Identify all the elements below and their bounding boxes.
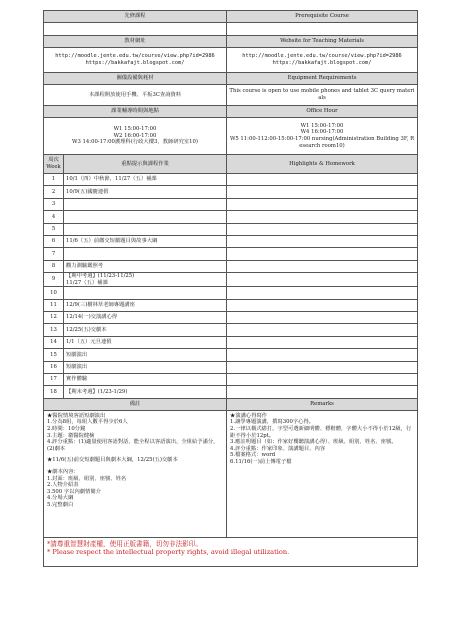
schedule-row	[44, 198, 418, 210]
lecture-reflection	[230, 413, 414, 466]
prerequisite-row	[44, 11, 418, 23]
highlights-header: Highlights & Homework	[227, 155, 418, 174]
remarks-content-row	[44, 410, 418, 537]
schedule-row	[44, 349, 418, 361]
remarks-right	[227, 410, 418, 537]
office-hour-line: W2 16:00-17:00	[113, 132, 157, 139]
week-number: 11	[44, 299, 64, 311]
week-highlight	[227, 312, 418, 324]
schedule-row	[44, 287, 418, 299]
website-label-row	[44, 36, 418, 48]
week-topic: 10/1（四）中秋節，11/27（五）補課	[64, 174, 227, 186]
week-number: 15	[44, 349, 64, 361]
prerequisite-label-zh: 先修課程	[44, 11, 227, 23]
drama-deadline	[47, 457, 223, 464]
blog-link-en[interactable]: https://bakkafajt.blogspot.com/	[272, 60, 372, 66]
syllabus-sheet	[43, 10, 417, 567]
schedule-row	[44, 260, 418, 272]
week-number: 8	[44, 260, 64, 272]
week-topic: 短劇演出	[64, 361, 227, 373]
week-number: 4	[44, 211, 64, 223]
prerequisite-value-zh	[44, 23, 227, 36]
week-number: 3	[44, 198, 64, 210]
website-links-en	[227, 48, 418, 73]
remark-line: 2.時間：10分鐘	[47, 426, 86, 433]
week-number: 12	[44, 312, 64, 324]
blog-link[interactable]: https://bakkafajt.blogspot.com/	[85, 60, 185, 66]
office-hour-label-zh: 課業輔導時間與地點	[44, 106, 227, 118]
week-header-en: Week	[46, 164, 61, 170]
remark-line: 3.應註明題目（如：作家好樓聽演講心得）、班級、組別、姓名、座號。	[230, 439, 397, 446]
week-highlight	[227, 374, 418, 386]
week-number: 13	[44, 324, 64, 336]
copyright-notice-zh: *請尊重智慧財產權，使用正版書籍，切勿非法影印。	[47, 539, 202, 548]
week-number: 14	[44, 336, 64, 348]
schedule-row	[44, 299, 418, 311]
remark-line: ★劇本內容：	[47, 468, 79, 475]
week-highlight	[227, 248, 418, 260]
week-topic	[64, 287, 227, 299]
week-header	[44, 155, 64, 174]
week-highlight	[227, 211, 418, 223]
remarks-label-row	[44, 398, 418, 410]
week-highlight	[227, 223, 418, 235]
drama-instructions	[47, 413, 223, 453]
week-number: 16	[44, 361, 64, 373]
equipment-label-row	[44, 73, 418, 85]
week-topic: 12/9(三)樹林草老師專題講座	[64, 299, 227, 311]
prerequisite-value-en	[227, 23, 418, 36]
week-number: 9	[44, 273, 64, 287]
remark-line: 1.分為8組，每組人數平得少於6人	[47, 419, 128, 426]
equipment-value-row	[44, 85, 418, 106]
website-links-zh	[44, 48, 227, 73]
script-contents	[47, 469, 223, 509]
moodle-link[interactable]: http://moodle.jente.edu.tw/course/view.php?id=2986	[55, 53, 215, 60]
office-hour-value-en	[227, 118, 418, 155]
week-highlight	[227, 361, 418, 373]
schedule-row	[44, 336, 418, 348]
schedule-row	[44, 312, 418, 324]
topic-header: 重點提示與課程作業	[64, 155, 227, 174]
week-topic: 【期末考週】(1/23-1/29)	[64, 386, 227, 398]
remarks-label-en: Remarks	[227, 398, 418, 410]
remark-line: 6.11/16(一)前上傳電子檔	[230, 458, 292, 465]
week-topic	[64, 198, 227, 210]
week-highlight	[227, 349, 418, 361]
equipment-label-zh: 圖儀設備與耗材	[44, 73, 227, 85]
copyright-notice-en: * Please respect the intellectual property rights, avoid illegal utilization.	[47, 547, 290, 556]
week-topic	[64, 223, 227, 235]
remark-line: 4.評分重點：(1)適量使用客語對話，能全程以客語演出，全組給予滿分，(2)劇本	[47, 439, 219, 452]
remark-line: 3.500 字以內劇情簡介	[47, 488, 101, 495]
schedule-row	[44, 273, 418, 287]
website-label-en: Website for Teaching Materials	[227, 36, 418, 48]
schedule-row	[44, 324, 418, 336]
remark-line: 2.一律以橫式繕打，字型可選新細明體、標楷體，字體大小不得小於12級，行距不得小於12pt。	[230, 426, 412, 439]
remark-line: 3.主題：衛醫院健檢	[47, 432, 95, 439]
schedule-row	[44, 386, 418, 398]
week-number: 1	[44, 174, 64, 186]
week-topic: 實作體驗	[64, 374, 227, 386]
office-hour-line: W3 14:00-17:00護理科(行政大樓3，教師研究室10)	[72, 139, 198, 146]
remark-line: 4.分場大綱	[47, 495, 74, 502]
week-topic: 12/25(五)交劇本	[64, 324, 227, 336]
week-topic: 觀力測驗鑑照考	[64, 260, 227, 272]
week-number: 18	[44, 386, 64, 398]
remark-line: ★演講心得寫作	[230, 412, 268, 419]
week-highlight	[227, 260, 418, 272]
week-highlight	[227, 336, 418, 348]
copyright-notice	[44, 537, 418, 566]
week-number: 7	[44, 248, 64, 260]
week-highlight	[227, 299, 418, 311]
week-number: 2	[44, 186, 64, 198]
website-value-row	[44, 48, 418, 73]
website-label-zh: 教材網址	[44, 36, 227, 48]
remark-line: 1.封面：班級、組別、座號、姓名	[47, 475, 127, 482]
office-hour-value-zh	[44, 118, 227, 155]
remark-line: 4.評分重點：作家印象、演講題目、內容	[230, 445, 326, 452]
week-highlight	[227, 174, 418, 186]
office-hour-line: W1 15:00-17:00	[113, 126, 157, 133]
schedule-row	[44, 361, 418, 373]
remark-line: 1.讓學專題演講，撰寫300字心得。	[230, 419, 315, 426]
week-topic: 12/14(一)交演講心得	[64, 312, 227, 324]
equipment-value-zh: 本課程開放使用手機、平板3C查詢資料	[44, 85, 227, 106]
remark-line: ★11/6(五)前交短劇題目與劇本大綱，12/25(五)交劇本	[47, 457, 178, 464]
remark-line: 2.人物介紹表	[47, 482, 79, 489]
schedule-row	[44, 223, 418, 235]
prerequisite-label-en: Prerequisite Course	[227, 11, 418, 23]
week-highlight	[227, 273, 418, 287]
week-highlight	[227, 386, 418, 398]
schedule-body	[44, 174, 418, 399]
week-highlight	[227, 186, 418, 198]
office-hour-label-en: Office Hour	[227, 106, 418, 118]
office-hour-line-en: W4 16:00-17:00	[300, 129, 344, 136]
week-header-zh: 周次	[48, 157, 59, 164]
week-topic: 1/1（五）元旦連假	[64, 336, 227, 348]
remarks-left	[44, 410, 227, 537]
schedule-row	[44, 235, 418, 247]
moodle-link-en[interactable]: http://moodle.jente.edu.tw/course/view.php?id=2986	[242, 53, 402, 60]
office-hour-value-row	[44, 118, 418, 155]
schedule-row	[44, 186, 418, 198]
remark-line: 5.完整劇白	[47, 501, 74, 508]
week-number: 10	[44, 287, 64, 299]
schedule-header-row	[44, 155, 418, 174]
remark-line: ★醫院情境客語短劇演出	[47, 412, 106, 419]
remarks-label-zh: 備註	[44, 398, 227, 410]
equipment-value-en: This course is open to use mobile phones and tablet 3C query materials	[227, 85, 418, 106]
remark-line: 5.檔案格式：word	[230, 452, 276, 459]
copyright-notice-row	[44, 537, 418, 566]
week-highlight	[227, 235, 418, 247]
week-highlight	[227, 324, 418, 336]
week-topic: 10/9(五)國慶連假	[64, 186, 227, 198]
office-hour-label-row	[44, 106, 418, 118]
week-topic: 短劇演出	[64, 349, 227, 361]
week-number: 17	[44, 374, 64, 386]
week-highlight	[227, 287, 418, 299]
schedule-row	[44, 374, 418, 386]
prerequisite-value-row	[44, 23, 418, 36]
equipment-label-en: Equipment Requirements	[227, 73, 418, 85]
schedule-row	[44, 248, 418, 260]
schedule-row	[44, 211, 418, 223]
week-topic: 11/6（五）前繳交短劇題目與故事大綱	[64, 235, 227, 247]
week-topic	[64, 248, 227, 260]
office-hour-line-en: W1 15:00-17:00	[300, 122, 344, 129]
week-topic: 【期中考週】(11/23-11/25) 11/27（五）補課	[64, 273, 227, 287]
office-hour-line-en: W5 11:00-112:00-15:00-17:00 nursing(Administration Building 3F, Research room10)	[229, 136, 415, 149]
week-number: 5	[44, 223, 64, 235]
syllabus-table	[43, 10, 418, 567]
week-highlight	[227, 198, 418, 210]
week-number: 6	[44, 235, 64, 247]
schedule-row	[44, 174, 418, 186]
week-topic	[64, 211, 227, 223]
